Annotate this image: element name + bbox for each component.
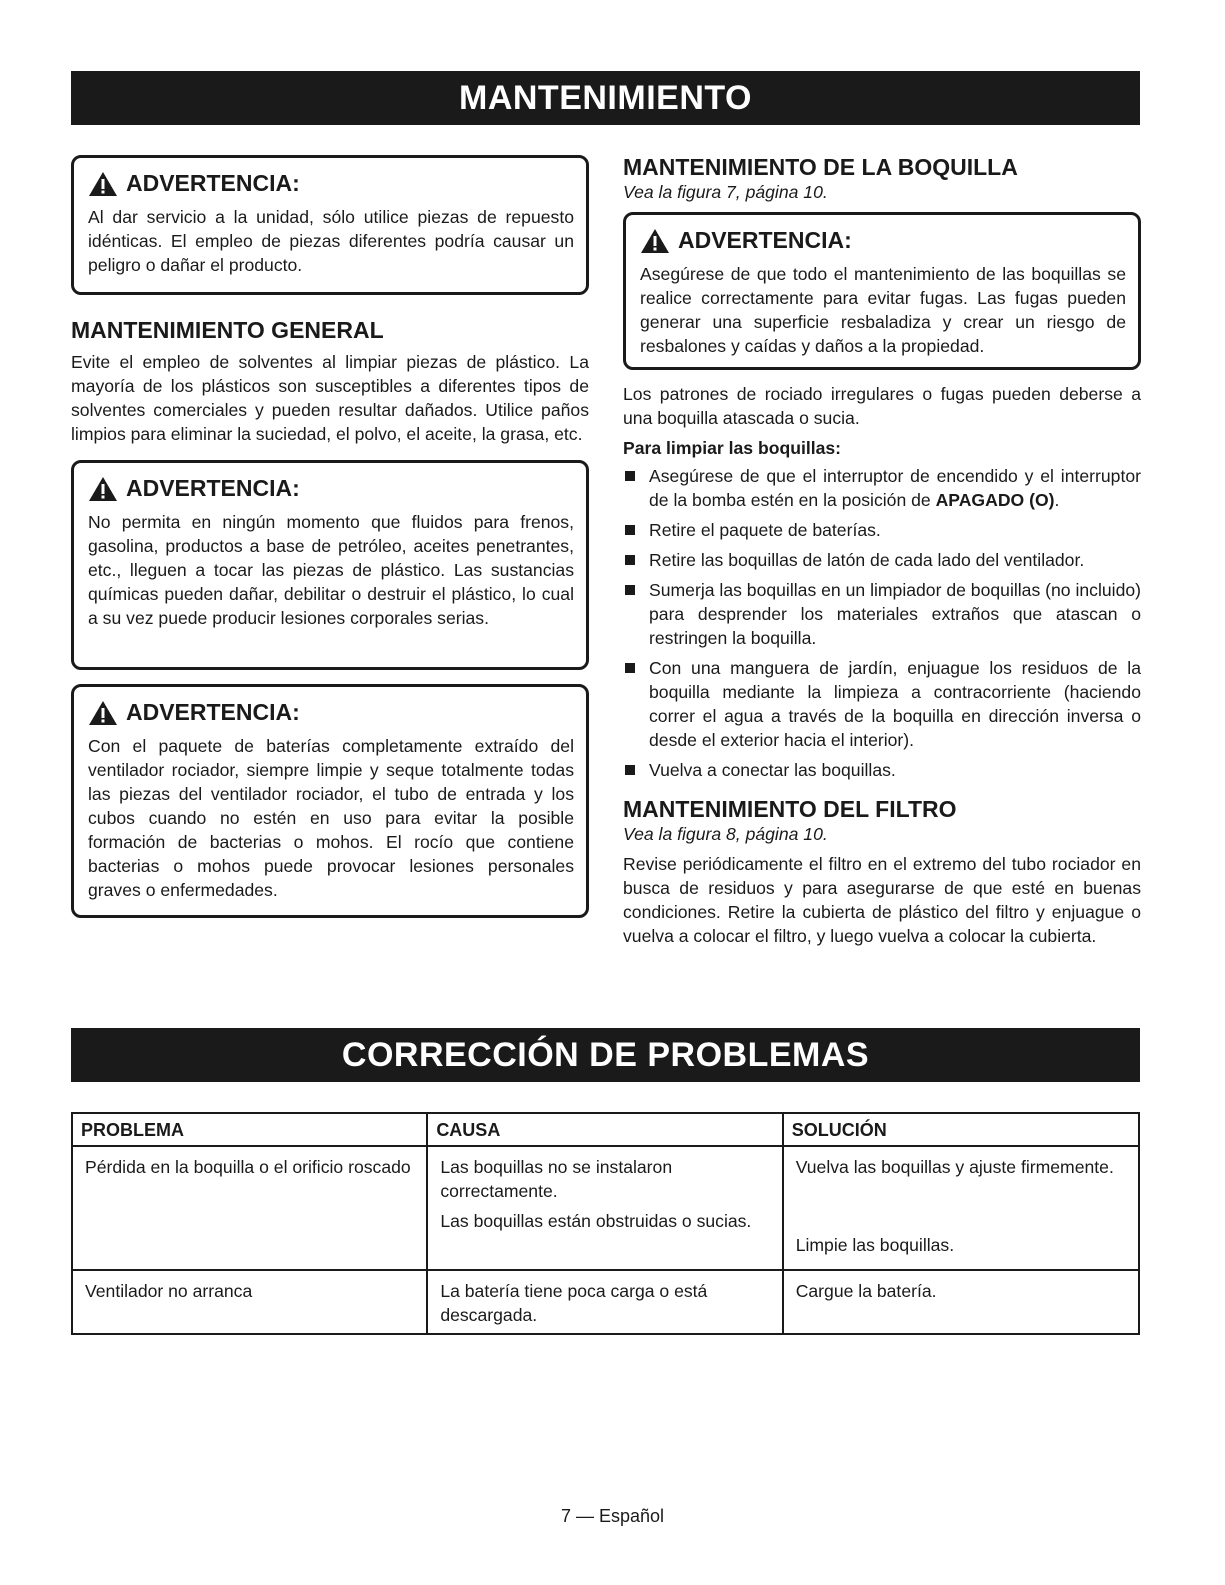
section-banner-mantenimiento: MANTENIMIENTO [71, 71, 1140, 125]
warning-triangle-icon [88, 476, 118, 502]
page-footer: 7 — Español [560, 1506, 665, 1526]
warning-heading: ADVERTENCIA: [88, 475, 574, 502]
warning-heading: ADVERTENCIA: [88, 170, 574, 197]
right-column [623, 154, 1141, 948]
paragraph-boquilla-intro: Los patrones de rociado irregulares o fugas pueden deberse a una boquilla atascada o sucia. [623, 384, 1141, 428]
figure-reference: Vea la figura 8, página 10. [623, 824, 828, 844]
table-row [72, 1270, 1139, 1334]
cell-solution: Cargue la batería. [783, 1270, 1139, 1334]
list-item: Vuelva a conectar las boquillas. [623, 758, 1141, 782]
list-item: Retire el paquete de baterías. [623, 518, 1141, 542]
list-item: Sumerja las boquillas en un limpiador de boquillas (no incluido) para desprender los materiales extraños que atascan o restringen la boquilla. [623, 578, 1141, 650]
column-header-problema: PROBLEMA [72, 1113, 427, 1146]
heading-mantenimiento-boquilla: MANTENIMIENTO DE LA BOQUILLA [623, 154, 1018, 180]
bullet-square-icon [625, 585, 635, 595]
warning-triangle-icon [88, 171, 118, 197]
warning-triangle-icon [640, 228, 670, 254]
cell-cause: Las boquillas no se instalaron correctamente. Las boquillas están obstruidas o sucias. [427, 1146, 782, 1270]
cell-problem: Ventilador no arranca [72, 1270, 427, 1334]
list-item: Asegúrese de que el interruptor de encendido y el interruptor de la bomba estén en la posición de APAGADO (O). [623, 464, 1141, 512]
warning-text: Al dar servicio a la unidad, sólo utilice piezas de repuesto idénticas. El empleo de piezas diferentes podría causar un peligro o dañar el producto. [88, 207, 574, 275]
paragraph-mantenimiento-general: Evite el empleo de solventes al limpiar piezas de plástico. La mayoría de los plásticos son susceptibles a diferentes tipos de solventes comerciales y pueden resultar dañados. Utilice paños limpios para eliminar la suciedad, el polvo, el aceite, la grasa, etc. [71, 352, 589, 444]
cell-problem: Pérdida en la boquilla o el orificio roscado [72, 1146, 427, 1270]
bullet-square-icon [625, 663, 635, 673]
warning-triangle-icon [88, 700, 118, 726]
warning-box-repuestos [71, 155, 589, 295]
section-banner-correccion: CORRECCIÓN DE PROBLEMAS [71, 1028, 1140, 1082]
column-header-solucion: SOLUCIÓN [783, 1113, 1139, 1146]
cleaning-steps-list [623, 464, 1141, 782]
figure-reference: Vea la figura 7, página 10. [623, 182, 828, 202]
column-header-causa: CAUSA [427, 1113, 782, 1146]
troubleshooting-table [71, 1112, 1140, 1335]
list-item: Retire las boquillas de latón de cada lado del ventilador. [623, 548, 1141, 572]
bullet-square-icon [625, 555, 635, 565]
warning-box-bacterias [71, 684, 589, 918]
list-item: Con una manguera de jardín, enjuague los residuos de la boquilla mediante la limpieza a contracorriente (haciendo correr el agua a través de la boquilla en dirección inversa o desde el exterior hacia el interior). [623, 656, 1141, 752]
warning-box-fluidos [71, 460, 589, 670]
warning-text: Asegúrese de que todo el mantenimiento de las boquillas se realice correctamente para evitar fugas. Las fugas pueden generar una superficie resbaladiza y crear un riesgo de resbalones y caídas y daños a la propiedad. [640, 264, 1126, 356]
bullet-square-icon [625, 471, 635, 481]
bullet-square-icon [625, 525, 635, 535]
heading-mantenimiento-general: MANTENIMIENTO GENERAL [71, 317, 384, 343]
paragraph-filtro: Revise periódicamente el filtro en el extremo del tubo rociador en busca de residuos y para asegurarse de que esté en buenas condiciones. Retire la cubierta de plástico del filtro y enjuague o vuelva a colocar el filtro, y luego vuelva a colocar la cubierta. [623, 854, 1141, 946]
warning-heading: ADVERTENCIA: [640, 227, 1126, 254]
table-header-row [72, 1113, 1139, 1146]
warning-text: Con el paquete de baterías completamente extraído del ventilador rociador, siempre limpie y seque totalmente todas las piezas del ventilador rociador, el tubo de entrada y los cubos cuando no estén en uso para evitar la posible formación de bacterias o mohos. El rocío que contiene bacterias o mohos puede provocar lesiones personales graves o enfermedades. [88, 736, 574, 900]
table-row [72, 1146, 1139, 1270]
steps-label: Para limpiar las boquillas: [623, 438, 842, 458]
cell-cause: La batería tiene poca carga o está descargada. [427, 1270, 782, 1334]
warning-box-boquillas [623, 212, 1141, 370]
left-column [71, 155, 589, 918]
warning-text: No permita en ningún momento que fluidos para frenos, gasolina, productos a base de petróleo, aceites penetrantes, etc., lleguen a tocar las piezas de plástico. Las sustancias químicas pueden dañar, debilitar o destruir el plástico, lo cual a su vez puede producir lesiones corporales serias. [88, 512, 574, 628]
warning-heading: ADVERTENCIA: [88, 699, 574, 726]
bullet-square-icon [625, 765, 635, 775]
cell-solution: Vuelva las boquillas y ajuste firmemente. Limpie las boquillas. [783, 1146, 1139, 1270]
heading-mantenimiento-filtro: MANTENIMIENTO DEL FILTRO [623, 796, 957, 822]
